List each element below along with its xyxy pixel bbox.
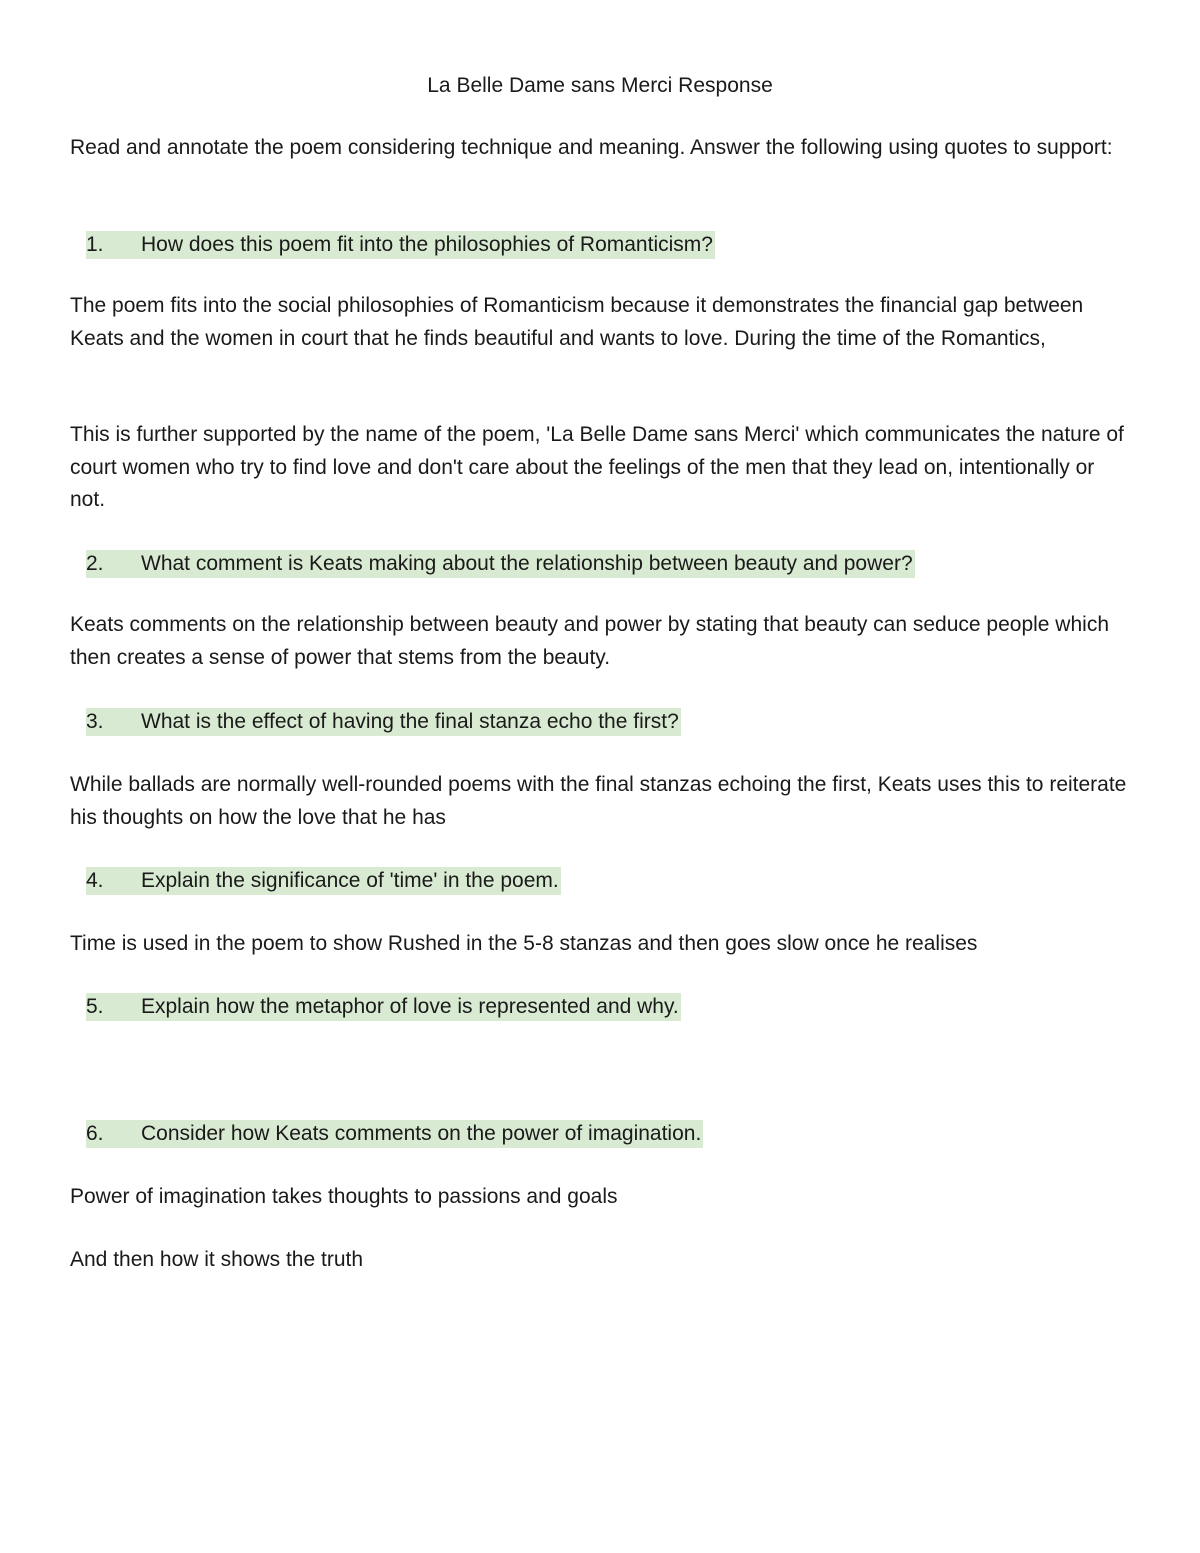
answer-3-paragraph-1: While ballads are normally well-rounded poems with the final stanzas echoing the first, Keats uses this to reiterate his thoughts on how the love that he has [70, 773, 1127, 829]
intro-paragraph: Read and annotate the poem considering technique and meaning. Answer the following using quotes to support: [70, 136, 1113, 159]
answer-6-paragraph-2: And then how it shows the truth [70, 1248, 364, 1271]
question-number: 5. [86, 995, 104, 1018]
document-title: La Belle Dame sans Merci Response [427, 74, 773, 97]
question-text: Explain the significance of 'time' in the poem. [141, 869, 559, 892]
question-number: 4. [86, 869, 104, 892]
question-number: 1. [86, 233, 104, 256]
answer-1-paragraph-1: The poem fits into the social philosophies of Romanticism because it demonstrates the financial gap between Keats and the women in court that he finds beautiful and wants to love. During the time of the Romantics, [70, 294, 1084, 350]
question-3 [86, 708, 681, 736]
question-number: 3. [86, 710, 104, 733]
question-text: What is the effect of having the final stanza echo the first? [141, 710, 679, 733]
question-5 [86, 993, 681, 1021]
answer-2-paragraph-1: Keats comments on the relationship between beauty and power by stating that beauty can seduce people which then creates a sense of power that stems from the beauty. [70, 613, 1109, 669]
question-4 [86, 867, 561, 895]
question-text: Explain how the metaphor of love is represented and why. [141, 995, 679, 1018]
question-number: 6. [86, 1122, 104, 1145]
question-number: 2. [86, 552, 104, 575]
answer-4-paragraph-1: Time is used in the poem to show Rushed in the 5-8 stanzas and then goes slow once he realises [70, 932, 978, 955]
question-2 [86, 550, 915, 578]
question-text: What comment is Keats making about the relationship between beauty and power? [141, 552, 913, 575]
answer-6-paragraph-1: Power of imagination takes thoughts to passions and goals [70, 1185, 618, 1208]
answer-1-paragraph-2: This is further supported by the name of the poem, 'La Belle Dame sans Merci' which communicates the nature of court women who try to find love and don't care about the feelings of the men that they lead on, intentionally or not. [70, 423, 1124, 511]
question-6 [86, 1120, 703, 1148]
question-text: Consider how Keats comments on the power of imagination. [141, 1122, 702, 1145]
question-text: How does this poem fit into the philosophies of Romanticism? [141, 233, 713, 256]
question-1 [86, 231, 715, 259]
